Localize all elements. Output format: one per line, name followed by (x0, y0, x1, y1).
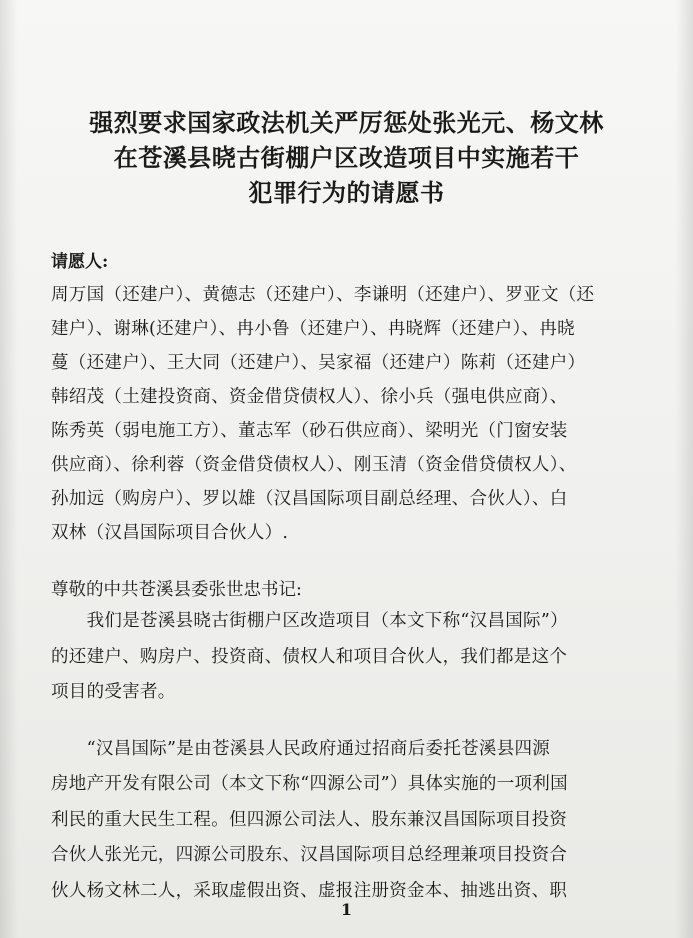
paragraph-gap (51, 711, 671, 732)
paragraph-line: 项目的受害者。 (51, 682, 176, 702)
petitioners-line: 韩绍茂（土建投资商、资金借贷债权人）、徐小兵（强电供应商）、 (51, 387, 568, 407)
document-title (20, 105, 673, 210)
page-edge-shadow (0, 0, 18, 938)
title-line: 犯罪行为的请愿书 (248, 178, 445, 207)
petitioners-line: 周万国（还建户）、黄德志（还建户）、李谦明（还建户）、罗亚文（还 (51, 285, 595, 305)
petitioners-line: 孙加远（购房户）、罗以雄（汉昌国际项目副总经理、合伙人）、白 (51, 489, 568, 509)
paragraph-line: 的还建户、购房户、投资商、债权人和项目合伙人，我们都是这个 (51, 646, 568, 667)
petitioners-line: 建户）、谢琳(还建户）、冉小鲁（还建户）、冉晓辉（还建户）、冉晓 (51, 319, 575, 339)
salutation: 尊敬的中共苍溪县委张世忠书记: (51, 580, 302, 600)
petitioners-line: 蔓（还建户）、王大同（还建户）、吴家福（还建户）陈莉（还建户） (51, 353, 586, 373)
petitioners-line: 双林（汉昌国际项目合伙人）. (51, 523, 289, 543)
paragraph-line: 利民的重大民生工程。但四源公司法人、股东兼汉昌国际项目投资 (51, 809, 568, 830)
title-line: 强烈要求国家政法机关严厉惩处张光元、杨文林 (89, 108, 604, 137)
paragraph-line: 伙人杨文林二人，采取虚假出资、虚报注册资金本、抽逃出资、职 (51, 880, 568, 901)
petitioners-line: 供应商）、徐利蓉（资金借贷债权人）、刚玉清（资金借贷债权人）、 (51, 455, 577, 475)
letter-body (51, 604, 671, 909)
petitioners-label: 请愿人: (51, 252, 109, 272)
paragraph-line: 我们是苍溪县晓古街棚户区改造项目（本文下称“汉昌国际”） (51, 611, 568, 631)
paragraph-line: “汉昌国际”是由苍溪县人民政府通过招商后委托苍溪县四源 (51, 738, 551, 759)
petitioners-line: 陈秀英（弱电施工方）、董志军（砂石供应商）、梁明光（门窗安装 (51, 421, 568, 441)
page-number: 1 (340, 900, 353, 919)
paragraph-line: 房地产开发有限公司（本文下称“四源公司”）具体实施的一项利国 (51, 774, 568, 794)
page-edge-shadow (675, 0, 693, 938)
title-line: 在苍溪县晓古街棚户区改造项目中实施若干 (113, 143, 580, 172)
paragraph-line: 合伙人张光元，四源公司股东、汉昌国际项目总经理兼项目投资合 (51, 845, 568, 865)
petitioners-list (51, 278, 661, 550)
